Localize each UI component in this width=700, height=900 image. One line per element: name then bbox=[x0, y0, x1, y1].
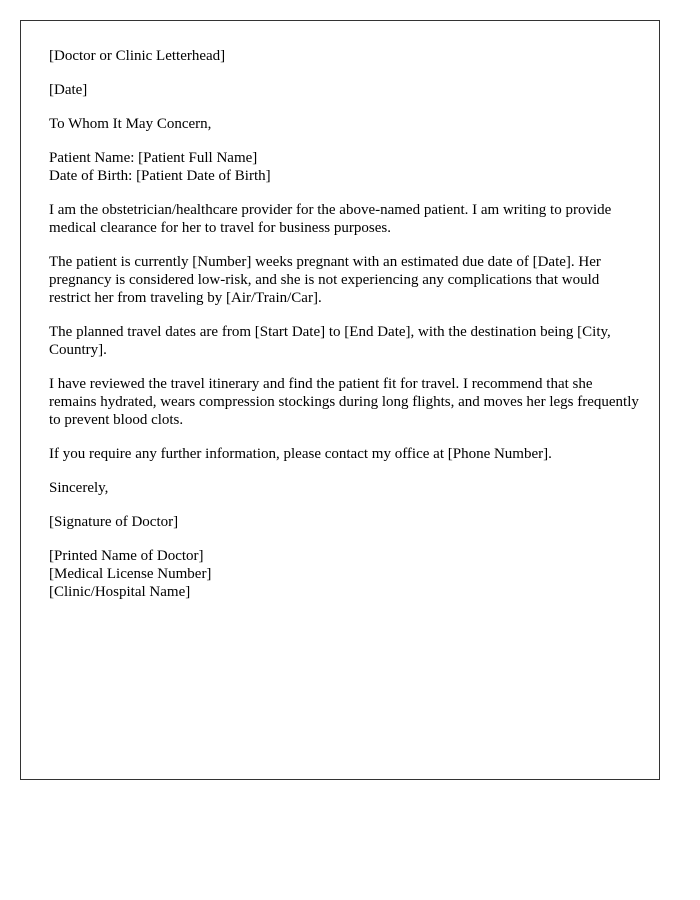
paragraph-pregnancy-status: The patient is currently [Number] weeks pregnant with an estimated due date of [Date]. Her pregnancy is considered low-risk, and she is not experiencing any complications that would restrict her from traveling by [Air/Train/Car]. bbox=[49, 254, 601, 306]
license-number-line: [Medical License Number] bbox=[49, 566, 212, 582]
letter-page bbox=[20, 20, 660, 780]
signature-placeholder: [Signature of Doctor] bbox=[49, 514, 179, 530]
letter-date: [Date] bbox=[49, 82, 88, 98]
clinic-name-line: [Clinic/Hospital Name] bbox=[49, 584, 191, 600]
doctor-details bbox=[49, 547, 641, 601]
paragraph-contact: If you require any further information, please contact my office at [Phone Number]. bbox=[49, 446, 552, 462]
closing: Sincerely, bbox=[49, 480, 109, 496]
printed-name-line: [Printed Name of Doctor] bbox=[49, 548, 204, 564]
paragraph-travel-dates: The planned travel dates are from [Start Date] to [End Date], with the destination being [City, Country]. bbox=[49, 324, 611, 358]
paragraph-recommendations: I have reviewed the travel itinerary and find the patient fit for travel. I recommend that she remains hydrated, wears compression stockings during long flights, and moves her legs frequently to prevent blood clots. bbox=[49, 376, 639, 428]
date-of-birth-line: Date of Birth: [Patient Date of Birth] bbox=[49, 168, 271, 184]
patient-name-line: Patient Name: [Patient Full Name] bbox=[49, 150, 258, 166]
paragraph-introduction: I am the obstetrician/healthcare provider for the above-named patient. I am writing to provide medical clearance for her to travel for business purposes. bbox=[49, 202, 612, 236]
letterhead: [Doctor or Clinic Letterhead] bbox=[49, 48, 226, 64]
patient-info bbox=[49, 149, 641, 185]
salutation: To Whom It May Concern, bbox=[49, 116, 212, 132]
letter-body bbox=[49, 47, 641, 617]
